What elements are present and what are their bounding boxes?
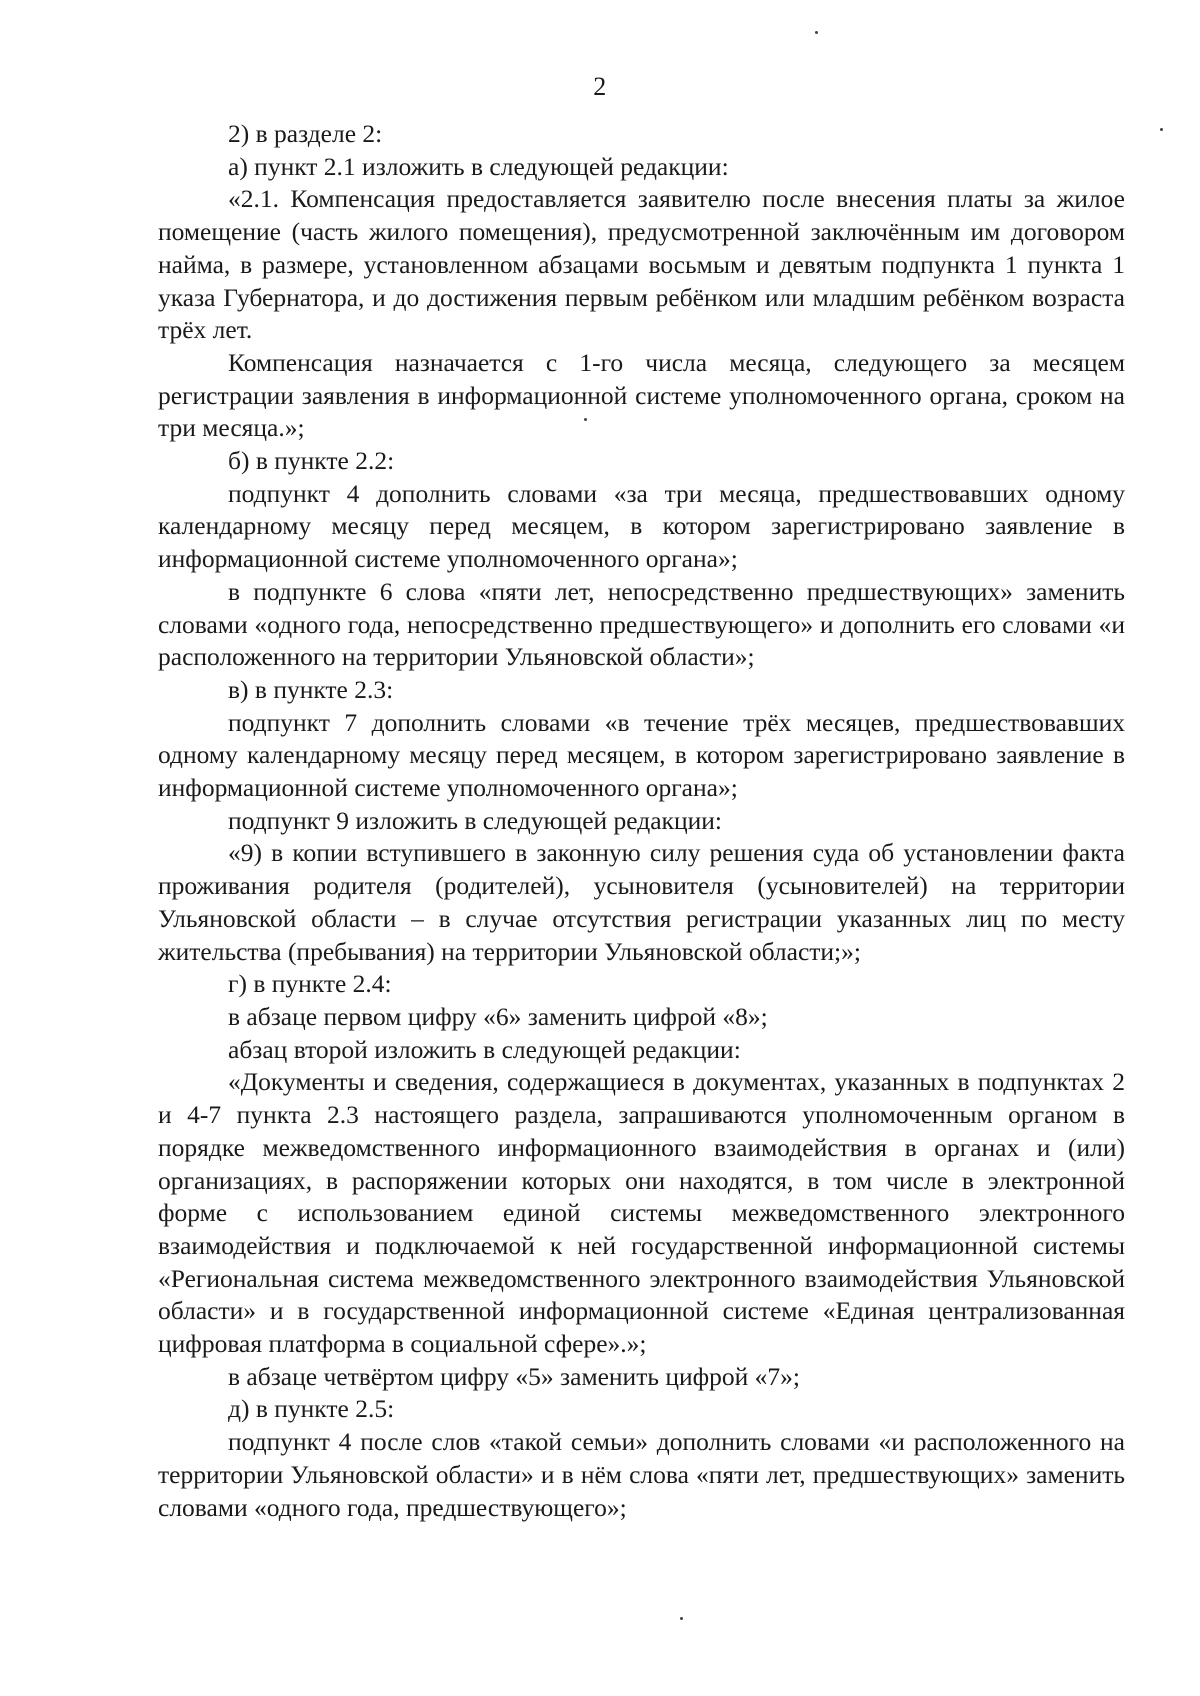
scan-speck (1160, 128, 1163, 131)
paragraph: 2) в разделе 2: (228, 119, 383, 148)
paragraph: подпункт 4 после слов «такой семьи» дополнить словами «и расположенного на территории Ульяновской области» и в нём слова «пяти лет, предшествующих» заменить словами «одного года, предшествующего»; (158, 1427, 1125, 1522)
paragraph: г) в пункте 2.4: (228, 969, 392, 999)
paragraph: подпункт 7 дополнить словами «в течение трёх месяцев, предшествовавших одному календарному месяцу перед месяцем, в котором зарегистрировано заявление в информационной системе уполномоченного органа»; (158, 707, 1125, 803)
paragraph: абзац второй изложить в следующей редакции: (228, 1034, 741, 1064)
paragraph: д) в пункте 2.5: (228, 1394, 395, 1424)
paragraph: в подпункте 6 слова «пяти лет, непосредственно предшествующих» заменить словами «одного года, непосредственно предшествующего» и дополнить его словами «и расположенного на территории Ульяновской области»; (158, 576, 1125, 672)
paragraph: б) в пункте 2.2: (228, 446, 395, 476)
paragraph: подпункт 4 дополнить словами «за три месяца, предшествовавших одному календарному месяцу перед месяцем, в котором зарегистрировано заявление в информационной системе уполномоченного органа»; (158, 478, 1125, 574)
paragraph: подпункт 9 изложить в следующей редакции: (228, 805, 722, 835)
paragraph: Компенсация назначается с 1-го числа месяца, следующего за месяцем регистрации заявления в информационной системе уполномоченного органа, сроком на три месяца.»; (158, 347, 1125, 443)
page-number: 2 (593, 72, 607, 101)
paragraph: в абзаце первом цифру «6» заменить цифрой «8»; (228, 1001, 768, 1031)
paragraph: «9) в копии вступившего в законную силу решения суда об установлении факта проживания родителя (родителей), усыновителя (усыновителей) на территории Ульяновской области – в случае отсутствия регистрации указанных лиц по месту жительства (пребывания) на территории Ульяновской области;»; (158, 838, 1125, 966)
scan-speck (584, 418, 587, 421)
scan-speck (680, 1617, 683, 1620)
paragraph: «2.1. Компенсация предоставляется заявителю после внесения платы за жилое помещение (часть жилого помещения), предусмотренной заключённым им договором найма, в размере, установленном абзацами восьмым и девятым подпункта 1 пункта 1 указа Губернатора, и до достижения первым ребёнком или младшим ребёнком возраста трёх лет. (158, 184, 1125, 345)
paragraph: «Документы и сведения, содержащиеся в документах, указанных в подпунктах 2 и 4-7 пункта 2.3 настоящего раздела, запрашиваются уполномоченным органом в порядке межведомственного информационного взаимодействия в органах и (или) организациях, в распоряжении которых они находятся, в том числе в электронной форме с использованием единой системы межведомственного электронного взаимодействия и подключаемой к ней государственной информационной системы «Региональная система межведомственного электронного взаимодействия Ульяновской области» и в государственной информационной системе «Единая централизованная цифровая платформа в социальной сфере».»; (158, 1067, 1125, 1359)
paragraph: в) в пункте 2.3: (228, 674, 394, 704)
scan-speck (815, 31, 818, 34)
document-body (158, 118, 1125, 1524)
paragraph: в абзаце четвёртом цифру «5» заменить цифрой «7»; (228, 1361, 801, 1391)
paragraph: а) пункт 2.1 изложить в следующей редакции: (228, 151, 729, 181)
